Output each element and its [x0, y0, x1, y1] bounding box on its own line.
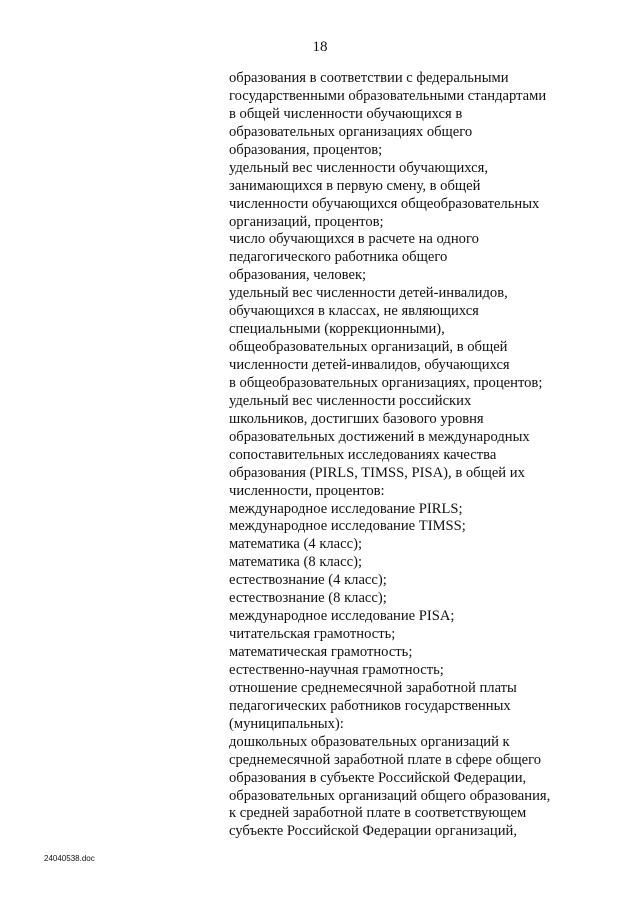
page-number: 18: [312, 39, 328, 55]
text-line: образовательных организаций общего образования,: [229, 787, 551, 804]
text-line: образования, человек;: [229, 267, 367, 284]
text-line: субъекте Российской Федерации организаций,: [229, 823, 518, 840]
text-line: международное исследование TIMSS;: [229, 518, 466, 535]
text-line: образования, процентов;: [229, 141, 383, 158]
text-line: государственными образовательными стандартами: [229, 87, 547, 104]
text-line: сопоставительных исследованиях качества: [229, 446, 497, 463]
text-line: образования (PIRLS, TIMSS, PISA), в общей их: [229, 464, 525, 481]
text-line: к средней заработной плате в соответствующем: [229, 805, 527, 822]
text-line: математика (4 класс);: [229, 536, 363, 553]
text-line: удельный вес численности российских: [229, 392, 472, 409]
text-line: отношение среднемесячной заработной платы: [229, 679, 517, 696]
text-line: образовательных организациях общего: [229, 123, 473, 140]
text-line: международное исследование PIRLS;: [229, 500, 463, 517]
text-line: педагогических работников государственных: [229, 697, 511, 714]
text-line: удельный вес численности обучающихся,: [229, 159, 488, 176]
text-line: естествознание (4 класс);: [229, 572, 387, 589]
text-line: численности детей-инвалидов, обучающихся: [229, 357, 510, 373]
text-line: читательская грамотность;: [229, 626, 396, 643]
body-text: [229, 70, 629, 841]
text-line: дошкольных образовательных организаций к: [229, 733, 510, 750]
text-line: (муниципальных):: [229, 715, 344, 732]
text-line: обучающихся в классах, не являющихся: [229, 303, 479, 320]
text-line: естественно-научная грамотность;: [229, 661, 444, 678]
text-line: образования в соответствии с федеральными: [229, 70, 509, 86]
text-line: число обучающихся в расчете на одного: [229, 231, 479, 248]
text-line: образовательных достижений в международных: [229, 428, 530, 445]
text-line: естествознание (8 класс);: [229, 590, 387, 607]
text-line: математическая грамотность;: [229, 644, 413, 660]
text-line: международное исследование PISA;: [229, 608, 455, 625]
text-line: математика (8 класс);: [229, 554, 363, 571]
text-line: школьников, достигших базового уровня: [229, 410, 484, 427]
text-line: педагогического работника общего: [229, 249, 448, 266]
text-line: численности, процентов:: [229, 482, 385, 499]
footer-file-name: 24040538.doc: [44, 854, 95, 863]
text-line: в общеобразовательных организациях, процентов;: [229, 374, 543, 391]
text-line: организаций, процентов;: [229, 213, 384, 230]
text-line: занимающихся в первую смену, в общей: [229, 177, 481, 194]
text-line: специальными (коррекционными),: [229, 321, 445, 338]
text-line: удельный вес численности детей-инвалидов,: [229, 285, 508, 302]
text-line: образования в субъекте Российской Федерации,: [229, 769, 527, 786]
text-line: численности обучающихся общеобразовательных: [229, 195, 540, 212]
text-line: в общей численности обучающихся в: [229, 105, 463, 122]
text-line: среднемесячной заработной плате в сфере общего: [229, 751, 542, 768]
text-line: общеобразовательных организаций, в общей: [229, 339, 508, 356]
